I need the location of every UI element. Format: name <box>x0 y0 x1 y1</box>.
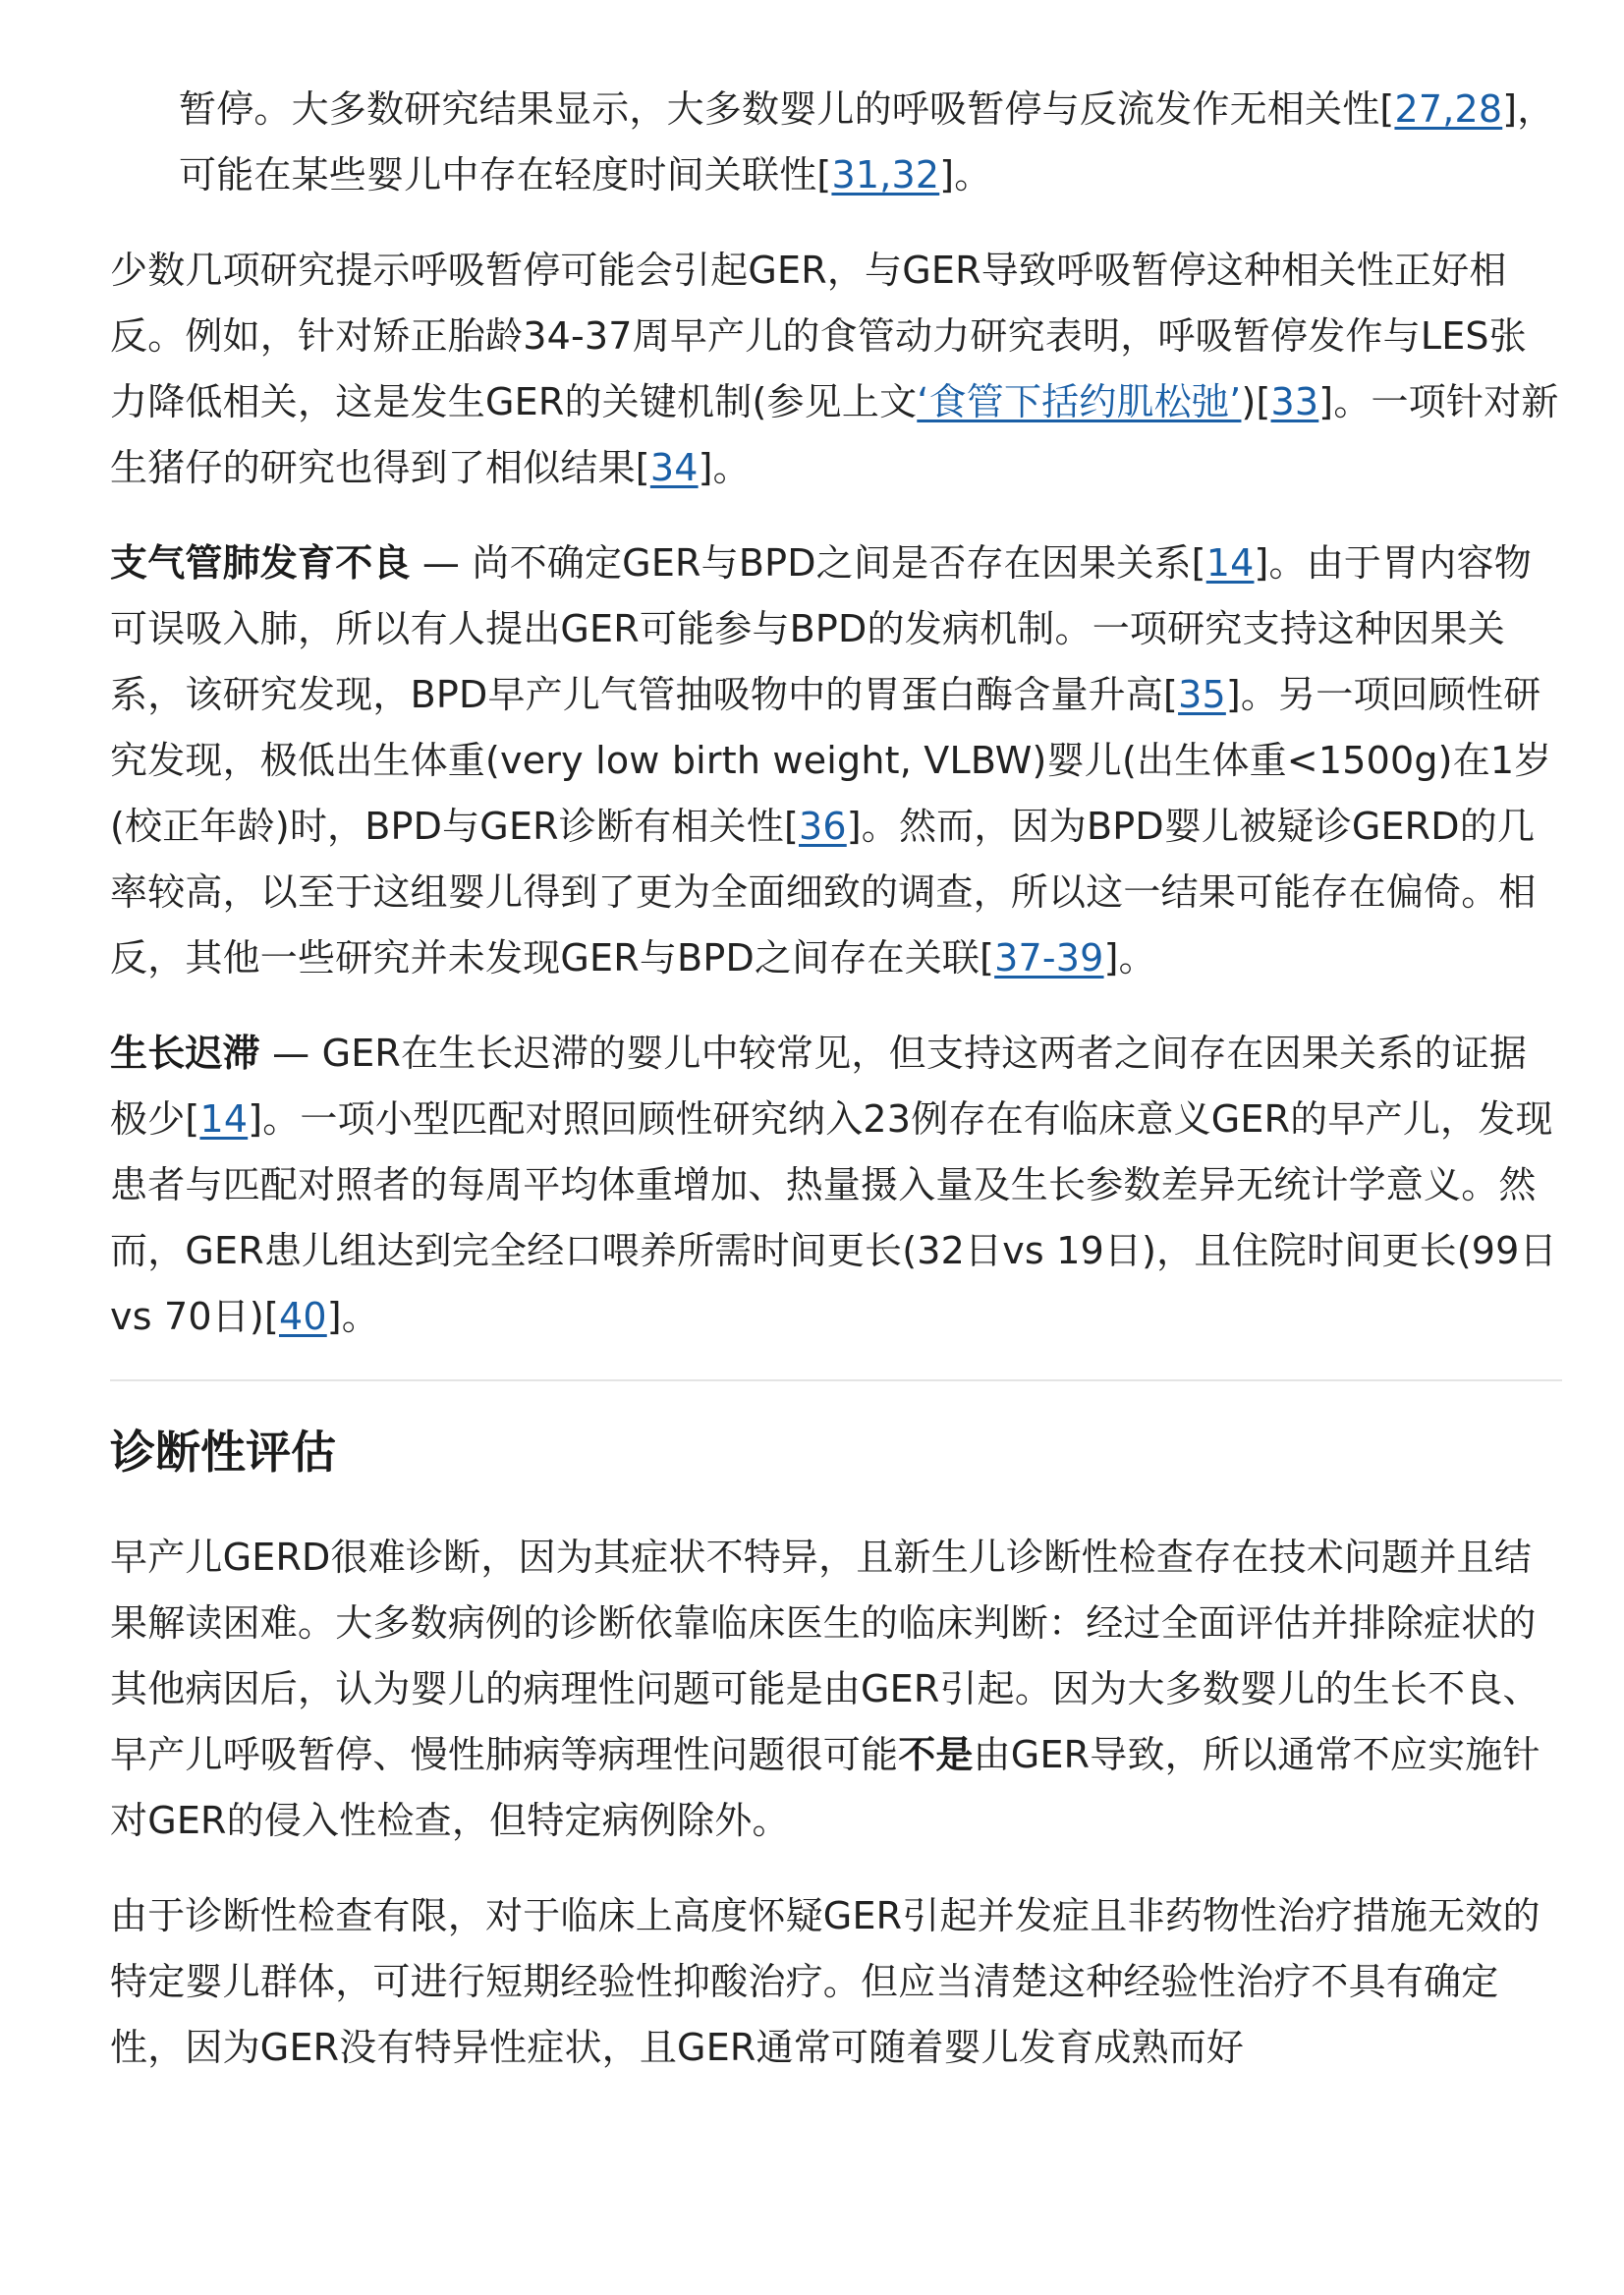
paragraph-text: ]。由于胃内容物可误吸入肺，所以有人提出GER可能参与BPD的发病机制。一项研究支持这种因果关系，该研究发现，BPD早产儿气管抽吸物中的胃蛋白酶含量升高[ <box>110 541 1532 716</box>
paragraph-text: ]，可能在某些婴儿中存在轻度时间关联性[ <box>179 87 1555 196</box>
reference-link-14[interactable]: 14 <box>199 1097 249 1141</box>
reference-link-33[interactable]: 33 <box>1270 380 1319 423</box>
reference-link-31-32[interactable]: 31,32 <box>831 153 940 196</box>
paragraph-text: 少数几项研究提示呼吸暂停可能会引起GER，与GER导致呼吸暂停这种相关性正好相反。例如，针对矫正胎龄34-37周早产儿的食管动力研究表明，呼吸暂停发作与LES张力降低相关，这是发生GER的关键机制(参见上文 <box>110 249 1527 423</box>
paragraph-text: 暂停。大多数研究结果显示，大多数婴儿的呼吸暂停与反流发作无相关性 <box>179 87 1380 131</box>
bracket-text: [ <box>1379 87 1395 131</box>
section-title-diagnosis: 诊断性评估 <box>110 1426 336 1479</box>
paragraph-text: ]。一项小型匹配对照回顾性研究纳入23例存在有临床意义GER的早产儿，发现患者与匹配对照者的每周平均体重增加、热量摄入量及生长参数差异无统计学意义。然而，GER患儿组达到完全经口喂养所需时间更长(32日vs 19日)，且住院时间更长(99日 vs 70日)[ <box>110 1097 1557 1338</box>
paragraph-text: — GER在生长迟滞的婴儿中较常见，但支持这两者之间存在因果关系的证据极少[ <box>110 1032 1528 1141</box>
bpd-heading: 支气管肺发育不良 <box>110 541 411 585</box>
reference-link-40[interactable]: 40 <box>278 1295 327 1338</box>
paragraph-apnea-causes-ger <box>110 238 1562 501</box>
paragraph-text: ]。 <box>1103 936 1156 980</box>
paragraph-text: )[ <box>1241 380 1271 423</box>
paragraph-diagnosis-intro <box>110 1525 1562 1854</box>
paragraph-text: ]。一项针对新生猪仔的研究也得到了相似结果[ <box>110 380 1559 489</box>
paragraph-bpd <box>110 531 1562 991</box>
paragraph-text: ]。 <box>326 1295 379 1338</box>
paragraph-text: 早产儿GERD很难诊断，因为其症状不特异，且新生儿诊断性检查存在技术问题并且结果解读困难。大多数病例的诊断依靠临床医生的临床判断：经过全面评估并排除症状的其他病因后，认为婴儿的病理性问题可能是由GER引起。因为大多数婴儿的生长不良、早产儿呼吸暂停、慢性肺病等病理性问题很可能 <box>110 1536 1540 1776</box>
reference-link-27-28[interactable]: 27,28 <box>1394 87 1503 131</box>
emphasis-text: 不是 <box>898 1733 974 1776</box>
paragraph-text: 由于诊断性检查有限，对于临床上高度怀疑GER引起并发症且非药物性治疗措施无效的特定婴儿群体，可进行短期经验性抑酸治疗。但应当清楚这种经验性治疗不具有确定性，因为GER没有特异性症状，且GER通常可随着婴儿发育成熟而好 <box>110 1894 1540 2069</box>
paragraph-growth <box>110 1021 1562 1350</box>
section-link-les-relaxation[interactable]: ‘食管下括约肌松弛’ <box>917 380 1242 423</box>
paragraph-text: ]。然而，因为BPD婴儿被疑诊GERD的几率较高，以至于这组婴儿得到了更为全面细致的调查，所以这一结果可能存在偏倚。相反，其他一些研究并未发现GER与BPD之间存在关联[ <box>110 805 1537 980</box>
paragraph-text: ]。 <box>698 446 751 489</box>
paragraph-text: — 尚不确定GER与BPD之间是否存在因果关系[ <box>410 541 1206 585</box>
paragraph-empiric-therapy <box>110 1883 1562 2081</box>
reference-link-34[interactable]: 34 <box>649 446 699 489</box>
paragraph-text: ]。另一项回顾性研究发现，极低出生体重(very low birth weight, VLBW)婴儿(出生体重<1500g)在1岁(校正年龄)时，BPD与GER诊断有相关性[ <box>110 673 1552 848</box>
growth-heading: 生长迟滞 <box>110 1032 260 1075</box>
section-divider <box>110 1379 1562 1381</box>
article-body <box>110 77 1562 2110</box>
reference-link-37-39[interactable]: 37-39 <box>994 936 1104 980</box>
paragraph-text: 由GER导致，所以通常不应实施针对GER的侵入性检查，但特定病例除外。 <box>110 1733 1540 1842</box>
reference-link-35[interactable]: 35 <box>1178 673 1226 716</box>
reference-link-36[interactable]: 36 <box>798 805 847 848</box>
paragraph-apnea-continued <box>110 77 1562 208</box>
paragraph-text: ]。 <box>939 153 992 196</box>
reference-link-14[interactable]: 14 <box>1205 541 1255 585</box>
